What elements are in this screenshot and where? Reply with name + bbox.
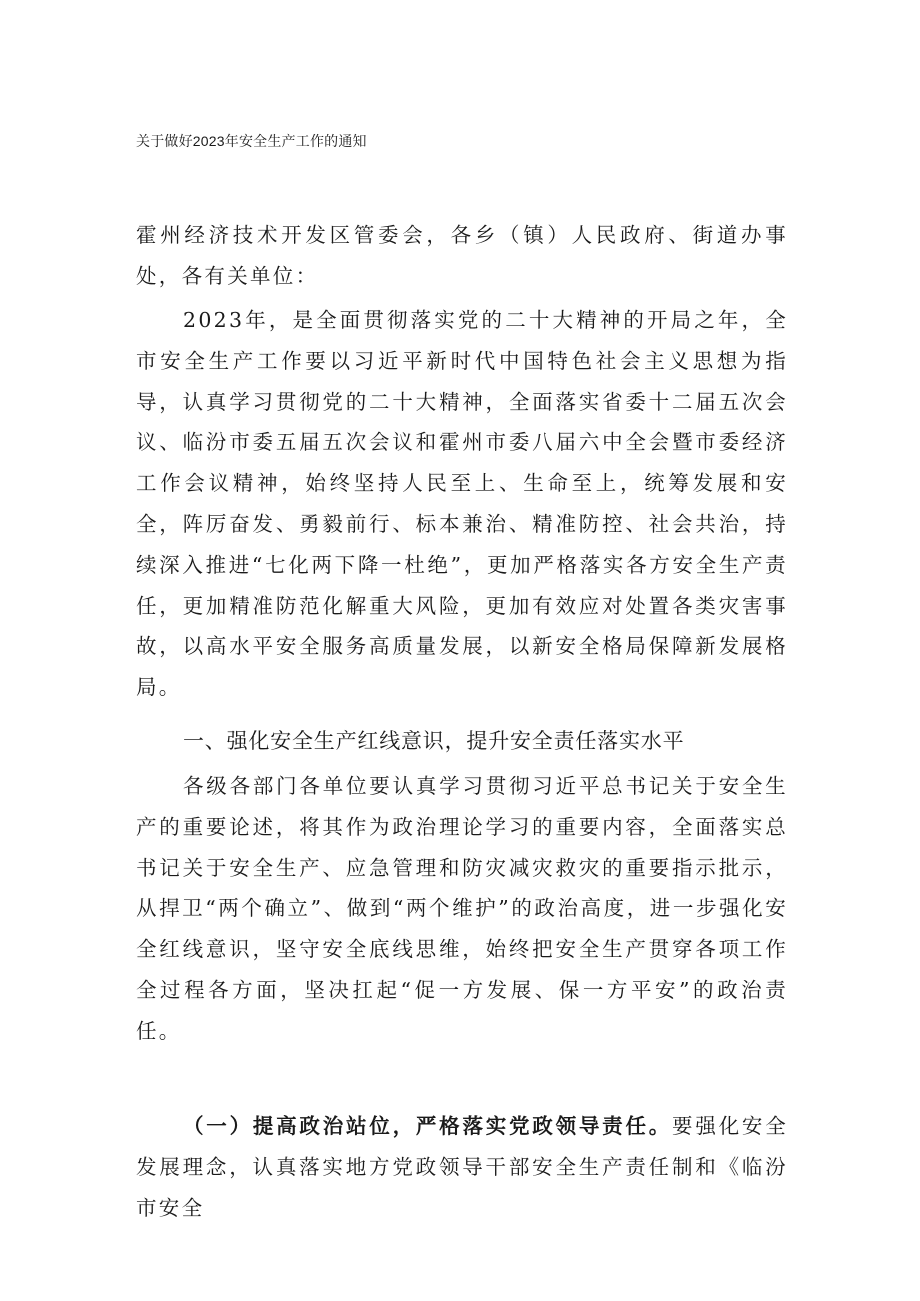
paragraph-subsection-1 bbox=[136, 1106, 788, 1228]
document-title: 关于做好2023年安全生产工作的通知 bbox=[136, 133, 367, 149]
salutation: 霍州经济技术开发区管委会，各乡（镇）人民政府、街道办事处，各有关单位： bbox=[136, 223, 788, 288]
section-heading-1: 一、强化安全生产红线意识，提升安全责任落实水平 bbox=[183, 729, 685, 753]
paragraph-section-1: 各级各部门各单位要认真学习贯彻习近平总书记关于安全生产的重要论述，将其作为政治理论学习的重要内容，全面落实总书记关于安全生产、应急管理和防灾减灾救灾的重要指示批示，从捍卫“两个确立”、做到“两个维护”的政治高度，进一步强化安全红线意识，坚守安全底线思维，始终把安全生产贯穿各项工作全过程各方面，坚决扛起“促一方发展、保一方平安”的政治责任。 bbox=[136, 774, 788, 1043]
subsection-1-text: 要强化安全发展理念，认真落实地方党政领导干部安全生产责任制和《临汾市安全 bbox=[136, 1114, 788, 1220]
paragraph-intro: 2023年，是全面贯彻落实党的二十大精神的开局之年，全市安全生产工作要以习近平新时代中国特色社会主义思想为指导，认真学习贯彻党的二十大精神，全面落实省委十二届五次会议、临汾市委五届五次会议和霍州市委八届六中全会暨市委经济工作会议精神，始终坚持人民至上、生命至上，统筹发展和安全，阵厉奋发、勇毅前行、标本兼治、精准防控、社会共治，持续深入推进“七化两下降一杜绝”，更加严格落实各方安全生产责任，更加精准防范化解重大风险，更加有效应对处置各类灾害事故，以高水平安全服务高质量发展，以新安全格局保障新发展格局。 bbox=[136, 308, 788, 700]
subsection-1-lead: （一）提高政治站位，严格落实党政领导责任。 bbox=[183, 1114, 673, 1138]
